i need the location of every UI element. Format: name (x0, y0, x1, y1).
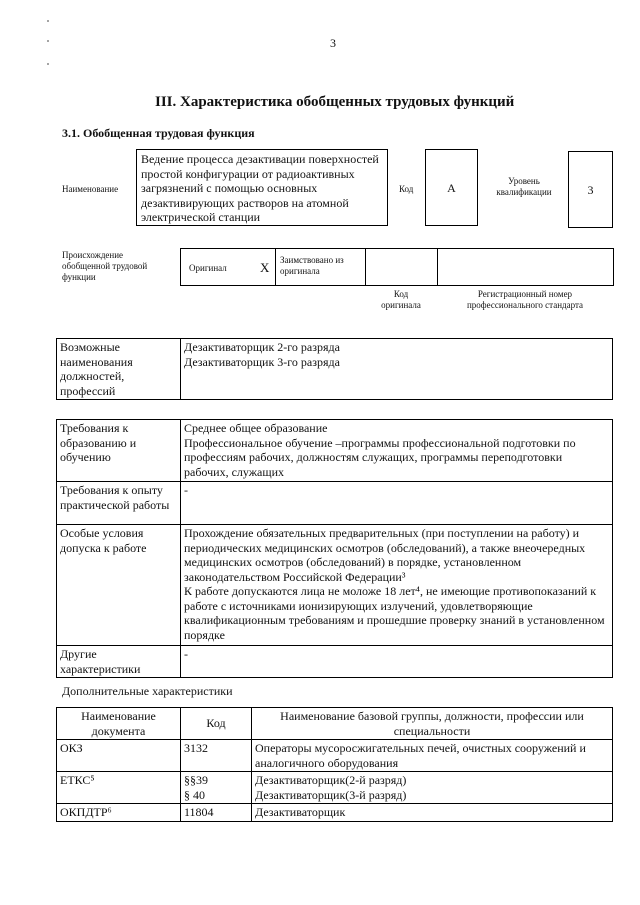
reg-number-caption: Регистрационный номер профессионального стандарта (466, 289, 584, 310)
positions-values (181, 339, 613, 400)
req-label: Требования к образованию и обучению (57, 420, 181, 482)
origin-divider (275, 249, 276, 285)
original-label: Оригинал (189, 263, 227, 273)
scan-speck (47, 63, 49, 65)
table-row (57, 772, 613, 804)
code-cell: 11804 (181, 804, 252, 822)
page-number: 3 (330, 36, 336, 50)
header-document: Наименование документа (57, 708, 181, 740)
function-name-value: Ведение процесса дезактивации поверхностей простой конфигурации от радиоактивных загрязнений с помощью основных дезактивирующих растворов на атомной электрической станции (141, 152, 379, 224)
header-group-name: Наименование базовой группы, должности, профессии или специальности (252, 708, 613, 740)
code-value: А (447, 181, 456, 195)
subsection-title: 3.1. Обобщенная трудовая функция (62, 126, 255, 140)
name-cell: Операторы мусоросжигательных печей, очистных сооружений и аналогичного оборудования (252, 740, 613, 772)
doc-cell: ОКПДТР⁶ (57, 804, 181, 822)
original-mark: X (260, 260, 270, 275)
positions-label: Возможные наименования должностей, профессий (57, 339, 181, 400)
additional-title: Дополнительные характеристики (62, 684, 233, 698)
function-name-box (136, 149, 388, 226)
doc-cell: ЕТКС⁵ (57, 772, 181, 804)
code-label: Код (399, 184, 414, 194)
table-row (57, 740, 613, 772)
position-item: Дезактиваторщик 2-го разряда (184, 340, 340, 354)
req-label: Другие характеристики (57, 646, 181, 678)
req-value: - (181, 646, 613, 678)
req-label: Требования к опыту практической работы (57, 482, 181, 525)
origin-label: Происхождение обобщенной трудовой функции (62, 250, 148, 282)
additional-table (56, 707, 613, 822)
positions-table (56, 338, 613, 400)
table-row (57, 804, 613, 822)
borrowed-label: Заимствовано из оригинала (280, 255, 344, 276)
scan-speck (47, 20, 49, 22)
code-original-caption: Код оригинала (381, 289, 421, 310)
code-box (425, 149, 478, 226)
header-code: Код (181, 708, 252, 740)
section-title: III. Характеристика обобщенных трудовых функций (155, 94, 515, 110)
req-value: Прохождение обязательных предварительных (при поступлении на работу) и периодических медицинских осмотров (обследований), а также внеочередных медицинских осмотров (обследований) в порядке, установленном законодательством Российской Федерации³ К работе допускаются лица не моложе 18 лет⁴, не имеющие противопоказаний к работе с источниками ионизирующих излучений, удовлетворяющие квалификационным требованиям и прошедшие проверку знаний в установленном порядке (181, 525, 613, 646)
code-cell: 3132 (181, 740, 252, 772)
name-cell: Дезактиваторщик(2-й разряд) Дезактиваторщик(3-й разряд) (252, 772, 613, 804)
position-item: Дезактиваторщик 3-го разряда (184, 354, 340, 369)
req-value: - (181, 482, 613, 525)
name-cell: Дезактиваторщик (252, 804, 613, 822)
scan-speck (47, 40, 49, 42)
level-box (568, 151, 613, 228)
level-label: Уровень квалификации (496, 176, 552, 197)
code-cell: §§39 § 40 (181, 772, 252, 804)
name-label: Наименование (62, 184, 119, 194)
origin-row (180, 248, 614, 286)
origin-divider (365, 249, 366, 285)
req-value: Среднее общее образование Профессиональное обучение –программы профессиональной подготовки по профессиям рабочих, должностям служащих, программы переподготовки рабочих, служащих (181, 420, 613, 482)
doc-cell: ОКЗ (57, 740, 181, 772)
level-value: 3 (587, 183, 594, 197)
requirements-table (56, 419, 613, 678)
req-label: Особые условия допуска к работе (57, 525, 181, 646)
origin-divider (437, 249, 438, 285)
